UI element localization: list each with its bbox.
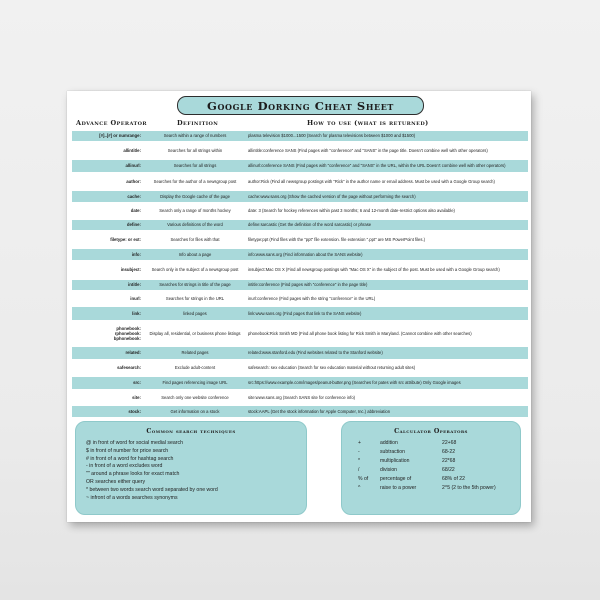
calculator-operators-title: Calculator Operators — [394, 428, 468, 435]
calculator-name: multiplication — [380, 458, 410, 464]
table-row — [67, 323, 531, 344]
definition-cell: Searches for strings in title of the page — [159, 282, 231, 288]
how-to-use-cell: inurl:conference (Find pages with the string "conference" in the URL) — [248, 295, 376, 301]
definition-cell: linked pages — [183, 310, 207, 316]
how-to-use-cell: stock:AAPL (Get the stock information for Apple Computer, Inc.) abbreviation — [248, 408, 391, 414]
definition-cell: Exclude adult-content — [174, 365, 216, 371]
definition-cell: Search only one website conference — [161, 394, 229, 400]
calculator-operators-box — [341, 421, 521, 515]
table-row — [67, 406, 531, 417]
calculator-sym: ^ — [358, 485, 361, 491]
table-row — [67, 280, 531, 290]
table-row — [67, 263, 531, 277]
definition-cell: Display the Google cache of the page — [160, 193, 230, 199]
operator-cell: safesearch: — [117, 365, 141, 371]
how-to-use-cell: author:Rick (Find all newsgroup postings with "Rick" in the author name or email address. Must be used with a Google Group search) — [248, 178, 495, 184]
table-row — [67, 392, 531, 403]
table-row — [67, 377, 531, 389]
table-row — [67, 191, 531, 202]
definition-cell: Searches for files with that — [170, 236, 220, 242]
operator-cell: site: — [132, 394, 141, 400]
table-row — [67, 131, 531, 141]
calculator-name: percentage of — [380, 476, 412, 482]
definition-cell: Searches for strings in the URL — [165, 295, 225, 301]
operator-cell: insubject: — [120, 267, 141, 273]
operator-cell: stock: — [128, 408, 141, 414]
operator-cell: cache: — [127, 193, 141, 199]
operator-cell: allintitle: — [123, 147, 141, 153]
header-definition: Definition — [177, 119, 219, 127]
poster — [67, 91, 531, 522]
definition-cell: Info about a page — [178, 251, 212, 257]
calculator-ex: 22*68 — [442, 458, 456, 464]
operator-cell: date: — [130, 208, 141, 214]
calculator-ex: 68% of 22 — [442, 476, 465, 482]
operator-cell: info: — [131, 251, 141, 257]
definition-cell: Related pages — [181, 350, 209, 356]
calculator-name: raise to a power — [380, 485, 417, 491]
definition-cell: Search only in the subject of a newsgroup post — [151, 267, 239, 273]
how-to-use-cell: insubject:Mac OS X (Find all newsgroup postings with "Mac OS X" in the subject of the post. Must be used with a Google Group search) — [248, 267, 500, 273]
how-to-use-cell: allinurl:conference SANS (Find pages with "conference" and "SANS" in the URL, within the URL Doesn't combine well with other operators) — [248, 163, 506, 169]
table-row — [67, 205, 531, 217]
definition-cell: Searches for the author of a newsgroup post — [153, 178, 237, 184]
definition-cell: Display all, residential, or business phone listings — [149, 330, 241, 336]
search-techniques-title: Common search techniques — [146, 428, 236, 435]
definition-cell: Find pages referencing image URL — [162, 380, 228, 386]
search-technique-item: * between two words search word separated by one word — [86, 486, 218, 493]
operator-cell: phonebook: rphonebook: bphonebook: — [113, 325, 141, 342]
table-row — [67, 347, 531, 359]
how-to-use-cell: date: 3 (Search for hockey references within past 3 months; 6 and 12-month date-restrict options also available) — [248, 208, 455, 214]
calculator-name: division — [380, 467, 397, 473]
calculator-sym: / — [358, 467, 360, 473]
how-to-use-cell: related:www.stanford.edu (Find websites related to the Stanford website) — [248, 350, 383, 356]
calculator-name: addition — [380, 440, 398, 446]
operator-cell: allinurl: — [125, 163, 141, 169]
how-to-use-cell: safesearch: sex education (Search for sex education material without returning adult sites) — [248, 365, 416, 371]
how-to-use-cell: info:www.sans.org (Find information about the SANS website) — [248, 251, 363, 257]
table-row — [67, 175, 531, 188]
search-technique-item: # in front of a word for hashtag search — [86, 455, 174, 462]
table-row — [67, 144, 531, 157]
operator-cell: filetype: or ext: — [110, 236, 141, 242]
calculator-ex: 22+68 — [442, 440, 457, 446]
how-to-use-cell: filetype:ppt (Find files with the "ppt" file extension. file extension ".ppt" are MS PowerPoint files.) — [248, 236, 426, 242]
search-technique-item: "" around a phrase looks for exact match — [86, 471, 180, 478]
table-row — [67, 362, 531, 374]
calculator-ex: 2^5 (2 to the 5th power) — [442, 485, 496, 491]
operator-cell: related: — [125, 350, 141, 356]
how-to-use-cell: link:www.sans.org (Find pages that link to the SANS website) — [248, 310, 362, 316]
operator-cell: inurl: — [130, 295, 141, 301]
how-to-use-cell: site:www.sans.org (Search SANS site for conference info) — [248, 394, 356, 400]
calculator-sym: + — [358, 440, 361, 446]
search-technique-item: $ in front of number for price search — [86, 447, 169, 454]
operator-cell: define: — [126, 222, 141, 228]
search-techniques-list — [86, 440, 218, 502]
definition-cell: Search only a range of months hockey — [159, 208, 231, 214]
how-to-use-cell: phonebook:Rick Smith MD (Find all phone book listing for Rick Smith in Maryland. (Cannot combine with other searches) — [248, 330, 472, 336]
header-how-to-use: How to use (what is returned) — [307, 119, 429, 127]
table-row — [67, 293, 531, 304]
search-technique-item: ~ infront of a words searches synonyms — [86, 494, 178, 501]
how-to-use-cell: allintitle:conference SANS (Find pages with "conference" and "SANS" in the page title. Doesn't combine well with other operators) — [248, 147, 488, 153]
definition-cell: Searches for all strings — [173, 163, 217, 169]
table-row — [67, 220, 531, 230]
table-row — [67, 307, 531, 320]
operator-cell: link: — [132, 310, 141, 316]
how-to-use-cell: intitle:conference (Find pages with "conference" in the page title) — [248, 282, 368, 288]
search-technique-item: - in front of a word excludes word — [86, 463, 163, 470]
how-to-use-cell: plasma television $1000...1500 (Search for plasma televisions between $1000 and $1500) — [248, 133, 416, 139]
poster-title: Google Dorking Cheat Sheet — [177, 96, 424, 115]
how-to-use-cell: cache:www.sans.org (Show the cached version of the page without performing the search) — [248, 193, 416, 199]
table-row — [67, 249, 531, 260]
header-operator: Advance Operator — [76, 119, 147, 127]
calculator-ex: 68-22 — [442, 449, 456, 455]
search-technique-item: OR searches either query — [86, 478, 146, 485]
definition-cell: Get information on a stock — [170, 408, 220, 414]
definition-cell: Various definitions of the word — [167, 222, 223, 228]
operator-cell: src: — [133, 380, 141, 386]
table-row — [67, 160, 531, 172]
operator-cell: intitle: — [128, 282, 141, 288]
how-to-use-cell: define:sarcastic (Get the definition of the word sarcastic) or phrase — [248, 222, 372, 228]
operator-cell: author: — [126, 178, 141, 184]
operator-cell: [#]..[#] or numrange: — [99, 133, 141, 139]
calculator-sym: % of — [358, 476, 369, 482]
definition-cell: Searches for all strings within — [167, 147, 223, 153]
how-to-use-cell: src:https://www.example.com/images/peanut-butter.png (Searches for pates with src attribute) Only Google images — [248, 380, 461, 386]
calculator-name: subtraction — [380, 449, 405, 455]
calculator-ex: 68/22 — [442, 467, 455, 473]
search-techniques-box — [75, 421, 307, 515]
definition-cell: Search within a range of numbers — [163, 133, 227, 139]
table-row — [67, 233, 531, 246]
calculator-sym: - — [358, 449, 360, 455]
calculator-sym: * — [358, 458, 360, 464]
search-technique-item: @ in front of word for social medial search — [86, 440, 183, 446]
